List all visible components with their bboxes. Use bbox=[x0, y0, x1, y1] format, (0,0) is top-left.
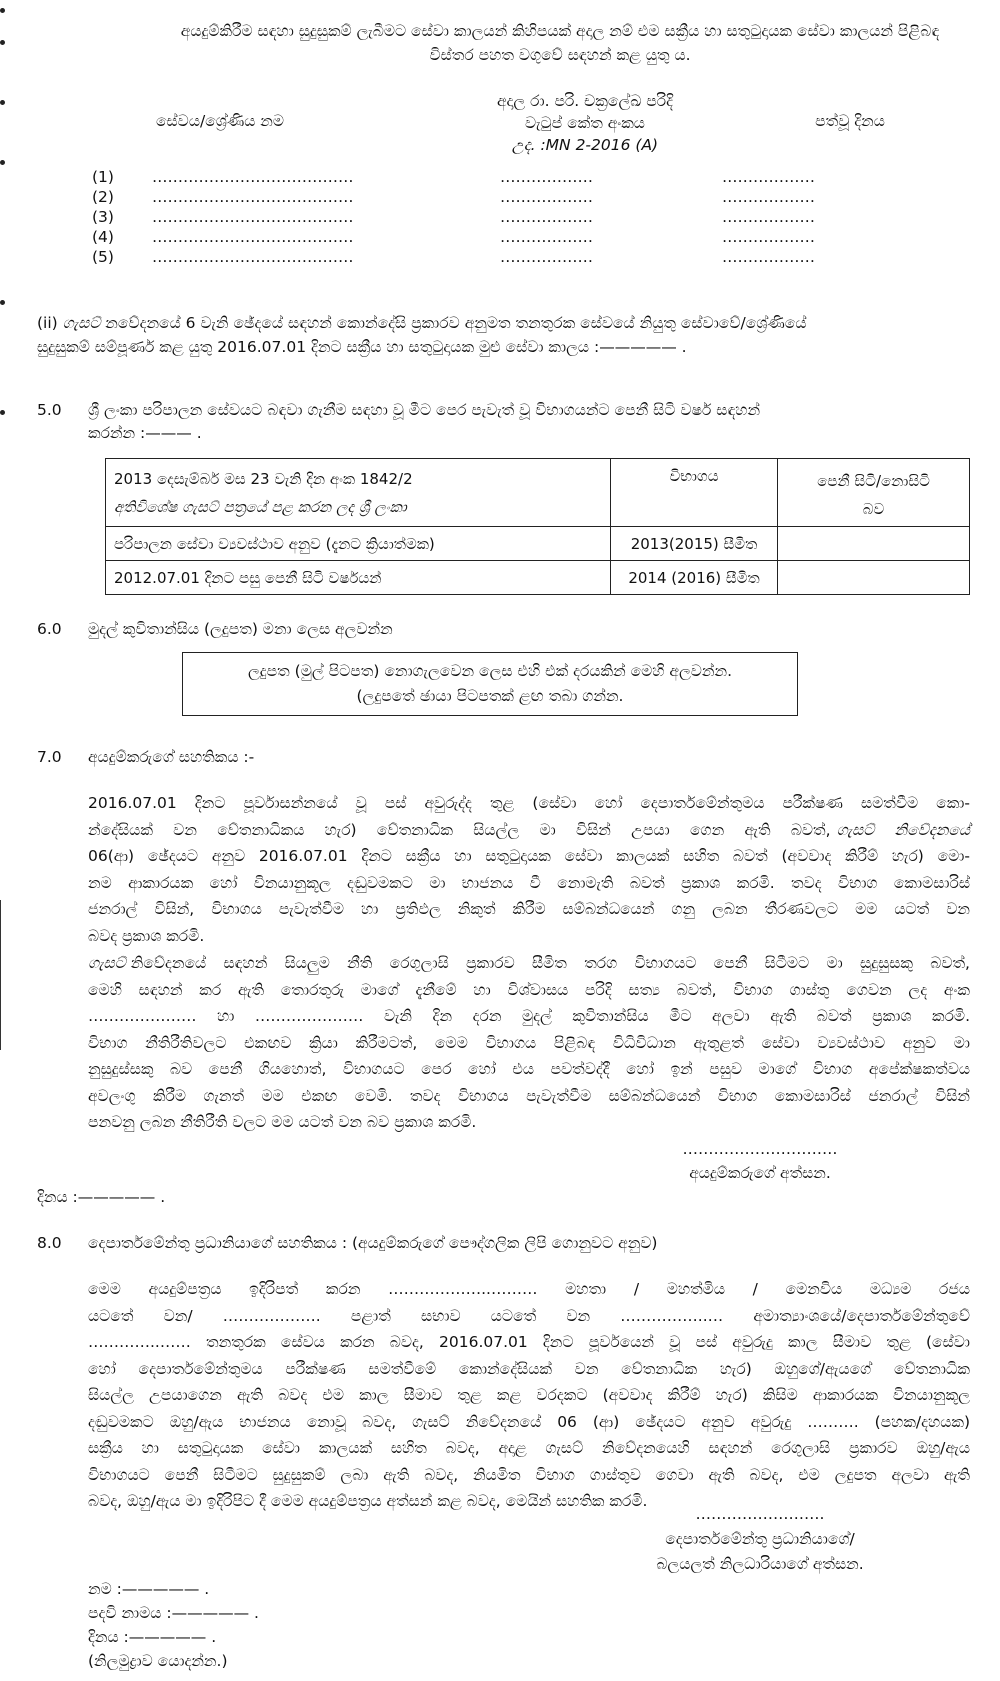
applicant-date-field[interactable]: දිනය :————— . bbox=[37, 1188, 166, 1206]
exam-row-2-exam: 2014 (2016) සීමිත bbox=[611, 561, 778, 595]
declaration-2-line: නුසුදුස්සකු බව පෙනී ගියහොත්, විභාගයට පෙර හෝ එය පවත්වද්දී හෝ ඉන් පසුව මාගේ විභාග අපේක්ෂකත්වය bbox=[88, 1060, 970, 1078]
exam-table-desc-top bbox=[106, 459, 611, 527]
official-seal-note: (නිලමුද්‍රාව යොදන්න.) bbox=[88, 1652, 228, 1670]
declaration-2-line: විභාග නීතිරීතිවලට එකඟව ක්‍රියා කිරීමටත්, මෙම විභාගය පිළිබඳ විධිවිධාන ඇතුළත් සේවා ව්‍යවස්ථාව අනුව මා bbox=[88, 1033, 970, 1052]
scan-edge-mark bbox=[0, 160, 5, 165]
col-code-header-2: වැටුප් කේත අංකය bbox=[525, 114, 645, 132]
salary-code-blank[interactable]: ……………… bbox=[500, 208, 593, 226]
applicant-declaration-para-2 bbox=[88, 950, 970, 1136]
section-5-line-2: කරන්න :——— . bbox=[88, 424, 202, 442]
certificate-line: දඬුවමකට ඔහු/ඇය භාජනය නොවූ බවද, ගැසට් නිවේදනයේ 06 (ආ) ඡේදයට අනුව අවුරුදු ………. (පහක/දහයක) bbox=[88, 1412, 970, 1431]
certificate-line: සක්‍රීය හා සතුටුදායක සේවා කාලයක් සහිත බවද, අදාළ ගැසට් නිවේදනයෙහි සඳහන් රෙගුලාසි ප්‍රකාරව ඔහු/ඇය bbox=[88, 1439, 970, 1457]
service-name-blank[interactable]: ………………………………… bbox=[152, 168, 354, 186]
declaration-1-line: බවද ප්‍රකාශ කරමි. bbox=[88, 926, 205, 945]
certificate-line: මෙම අයදුම්පත්‍රය ඉදිරිපත් කරන ………………..……… මහතා / මහත්මිය / මෙනවිය මධ්‍යම රජය bbox=[88, 1280, 970, 1298]
applicant-signature-label: අයදුම්කරුගේ අත්සන. bbox=[689, 1164, 831, 1182]
intro-line-1: අයදුම්කිරීම සඳහා සුදුසුකම් ලැබීමට සේවා කාලයන් කිහිපයක් අදාල නම් එම සක්‍රීය හා සතුටුදායක සේවා කාලයන් පිළිබඳ bbox=[180, 22, 940, 40]
salary-code-blank[interactable]: ……………… bbox=[500, 248, 593, 266]
exam-table-desc-line-1: 2013 දෙසැම්බර් මස 23 වැනි දින අංක 1842/2 bbox=[114, 470, 413, 488]
scan-edge-line bbox=[0, 900, 1, 1050]
certificate-line: විභාගයට පෙනී සිටීමට සුදුසුකම් ලබා ඇති බවද, නියමිත විභාග ගාස්තුව ගෙවා ඇති බවද, එම ලදුපත අලවා ඇති bbox=[88, 1465, 970, 1484]
declaration-1-line-text: න්දේසියක් වන වේතනාධිකය හැර) වේතනාධික සියල්ල මා විසින් උපයා ගෙන ඇති බවත්, bbox=[88, 820, 831, 839]
section-8-title: දෙපාර්තමේන්තු ප්‍රධානියාගේ සහතිකය : (අයදුම්කරුගේ පෞද්ගලික ලිපි ගොනුවට අනුව) bbox=[88, 1234, 658, 1252]
declaration-2-line: පනවනු ලබන නීතිරීති වලට මම යටත් වන බව ප්‍රකාශ කරමි. bbox=[88, 1113, 477, 1131]
gazette-notice-ref: ගැසට් නිවේදනයේ bbox=[836, 820, 970, 839]
declaration-1-line: 06(ආ) ඡේදයට අනුව 2016.07.01 දිනට සක්‍රීය හා සතුටුදායක සේවා කාලයක් සහිත බවත් (අවවාද කිරීම් හැර) මො- bbox=[88, 847, 970, 865]
section-ii-line-1 bbox=[37, 314, 806, 333]
section-5-number: 5.0 bbox=[37, 401, 62, 419]
declaration-2-line: අවලංගු කිරීම ගැනත් මම එකඟ වෙමි. තවද විභාගය පැවැත්වීම සම්බන්ධයෙන් විභාග කොමසාරිස් ජනරාල් විසින් bbox=[88, 1086, 970, 1105]
exam-table-desc-line-2: අතිවිශේෂ ගැසට් පත්‍රයේ පළ කරන ලද ශ්‍රී ලංකා bbox=[114, 498, 407, 516]
service-name-blank[interactable]: ………………………………… bbox=[152, 188, 354, 206]
exam-years-table bbox=[105, 458, 970, 595]
section-5-line-1: ශ්‍රී ලංකා පරිපාලන සේවයට බඳවා ගැනීම සඳහා වූ මීට පෙර පැවැත් වූ විභාගයන්ට පෙනී සිටි වර්ෂ සඳහන් bbox=[88, 401, 761, 419]
head-date-field[interactable]: දිනය :————— . bbox=[88, 1628, 217, 1646]
appointment-date-blank[interactable]: ……………… bbox=[722, 168, 815, 186]
exam-table-desc-line-3: පරිපාලන සේවා ව්‍යවස්ථාව අනුව (දැනට ක්‍රියාත්මක) bbox=[106, 527, 611, 561]
applicant-signature-line[interactable]: ………………………… bbox=[682, 1140, 838, 1158]
applicant-declaration-para-1 bbox=[88, 790, 970, 949]
salary-code-blank[interactable]: ……………… bbox=[500, 228, 593, 246]
section-7-number: 7.0 bbox=[37, 748, 62, 766]
exam-row-1-status[interactable] bbox=[778, 527, 970, 561]
section-6-number: 6.0 bbox=[37, 620, 62, 638]
status-header-line-1: පෙනී සිටි/නොසිටි bbox=[817, 472, 930, 490]
section-ii-line-2: සුදුසුකම් සම්පූර්ණ කළ යුතු 2016.07.01 දිනට සක්‍රීය හා සතුටුදායක මුළු සේවා කාලය :————— . bbox=[37, 338, 687, 356]
declaration-2-line: ………………… හා ………………… වැනි දින දරන මුදල් කුවිතාන්සිය මීට අලවා ඇති බවත් ප්‍රකාශ කරමි. bbox=[88, 1007, 970, 1025]
head-designation-field[interactable]: පදවි නාමය :————— . bbox=[88, 1604, 259, 1622]
certificate-line: …………..…… තනතුරක සේවය කරන බවද, 2016.07.01 දිනට පූර්වයෙන් වූ පස් අවුරුදු කාල සීමාව තුළ (සේවා bbox=[88, 1333, 970, 1351]
salary-code-blank[interactable]: ……………… bbox=[500, 168, 593, 186]
scan-edge-mark bbox=[0, 300, 5, 305]
service-row-number: (3) bbox=[92, 208, 114, 226]
status-header-line-2: බව bbox=[862, 500, 885, 518]
scan-edge-mark bbox=[0, 8, 5, 13]
service-name-blank[interactable]: ………………………………… bbox=[152, 208, 354, 226]
salary-code-blank[interactable]: ……………… bbox=[500, 188, 593, 206]
service-name-blank[interactable]: ………………………………… bbox=[152, 248, 354, 266]
certificate-line: යටතේ වන/ ………………. පළාත් සභාව යටතේ වන ……………..… අමාත්‍යාංශයේ/දෙපාර්තමේන්තුවේ bbox=[88, 1306, 970, 1325]
head-signature-label-2: බලයලත් නිලධාරියාගේ අත්සන. bbox=[656, 1555, 864, 1573]
appointment-date-blank[interactable]: ……………… bbox=[722, 188, 815, 206]
service-row-number: (1) bbox=[92, 168, 114, 186]
section-8-number: 8.0 bbox=[37, 1234, 62, 1252]
scan-edge-mark bbox=[0, 100, 5, 105]
section-7-title: අයදුම්කරුගේ සහතිකය :- bbox=[88, 748, 255, 766]
declaration-1-line: නම ආකාරයක හෝ විනයානුකූල දඬුවමකට මා භාජනය වී නොමැති බවත් ප්‍රකාශ කරමි. තවද විභාග කොමසාරිස් bbox=[88, 873, 970, 892]
exam-row-1-exam: 2013(2015) සීමිත bbox=[611, 527, 778, 561]
appointment-date-blank[interactable]: ……………… bbox=[722, 248, 815, 266]
declaration-1-line: ජනරාල් විසින්, විභාගය පැවැත්වීම හා ප්‍රතිඵල නිකුත් කිරීම සම්බන්ධයෙන් ගනු ලබන තීරණවලට මම යටත් වන bbox=[88, 900, 970, 918]
exam-table-desc-line-4: 2012.07.01 දිනට පසු පෙනී සිටි වර්ෂයන් bbox=[106, 561, 611, 595]
certificate-line: සියල්ල උපයාගෙන ඇති බවද එම කාල සීමාව තුළ කළ වරදකට (අවවාද කිරීම් හැර) කිසිම ආකාරයක විනයානුකූල bbox=[88, 1386, 970, 1404]
exam-row-2-status[interactable] bbox=[778, 561, 970, 595]
appointment-date-blank[interactable]: ……………… bbox=[722, 228, 815, 246]
declaration-1-line bbox=[88, 817, 970, 844]
scan-edge-mark bbox=[0, 40, 5, 45]
section-6-title: මුදල් කුවිතාන්සිය (ලදුපත) මනා ලෙස අලවන්න bbox=[88, 620, 393, 638]
head-name-field[interactable]: නම :————— . bbox=[88, 1580, 210, 1598]
section-ii-gazette: ගැසට් bbox=[62, 314, 101, 332]
service-row-number: (5) bbox=[92, 248, 114, 266]
col-code-example: උද. :MN 2-2016 (A) bbox=[511, 136, 659, 154]
col-date-header: පත්වූ දිනය bbox=[815, 112, 885, 130]
receipt-box-line-2: (ලදුපතේ ඡායා පිටපතක් ළඟ තබා ගන්න. bbox=[356, 687, 624, 705]
gazette-word: ගැසට් bbox=[88, 954, 126, 972]
service-name-blank[interactable]: ………………………………… bbox=[152, 228, 354, 246]
receipt-box-line-1: ලදුපත (මුල් පිටපත) නොගැලවෙන ලෙස එහි එක් දරයකින් මෙහි අලවන්න. bbox=[247, 662, 733, 680]
appointment-date-blank[interactable]: ……………… bbox=[722, 208, 815, 226]
certificate-line: හෝ දෙපාර්තමේන්තුමය පරීක්ෂණ සමත්වීමේ කොන්දේසියක් වන වේතනාධික හැර) ඔහුගේ/ඇයගේ වේතනාධික bbox=[88, 1359, 970, 1378]
scan-edge-mark bbox=[0, 410, 5, 415]
col-code-header-1: අදාල රා. පරි. චක්‍රලේඛ පරිදි bbox=[496, 92, 674, 110]
declaration-2-line bbox=[88, 950, 970, 977]
declaration-2-line-text: නිවේදනයේ සඳහන් සියලුම නීති රෙගුලාසි ප්‍රකාරව සීමිත තරග විභාගයට පෙනී සිටීමට මා සුදුසුසකු බවත්, bbox=[130, 954, 970, 972]
exam-table-status-header bbox=[778, 459, 970, 527]
exam-table-exam-header: විභාගය bbox=[611, 459, 778, 527]
section-ii-text: නවේදනයේ 6 වැනි ඡේදයේ සඳහන් කොන්දේසි ප්‍රකාරව අනුමත තනතුරක සේවයේ නියුතු සේවාවේ/ශ්‍රේණියේ bbox=[105, 314, 807, 332]
head-signature-label-1: දෙපාර්තමේන්තු ප්‍රධානියාගේ/ bbox=[665, 1530, 855, 1548]
declaration-1-line: 2016.07.01 දිනට පූර්වාසන්නයේ වූ පස් අවුරුද්ද තුළ (සේවා හෝ දෙපාර්තමේන්තුමය පරීක්ෂණ සමත්වීම කො- bbox=[88, 794, 970, 812]
declaration-2-line: මෙහි සඳහන් කර ඇති තොරතුරු මාගේ දැනීමේ හා විශ්වාසය පරිදි සත්‍ය බවත්, විභාග ගාස්තු ගෙවන ලද අංක bbox=[88, 980, 970, 999]
certificate-line: බවද, ඔහු/ඇය මා ඉදිරිපිට දී මෙම අයදුම්පත්‍රය අත්සන් කළ බවද, මෙයින් සහතික කරමි. bbox=[88, 1492, 648, 1510]
service-row-number: (2) bbox=[92, 188, 114, 206]
section-ii-number: (ii) bbox=[37, 314, 58, 332]
receipt-paste-box[interactable] bbox=[182, 652, 798, 716]
service-row-number: (4) bbox=[92, 228, 114, 246]
head-of-dept-certificate bbox=[88, 1276, 970, 1515]
intro-line-2: විස්තර පහත වගුවේ සඳහන් කළ යුතු ය. bbox=[429, 46, 691, 64]
col-service-name-header: සේවය/ශ්‍රේණිය නම bbox=[155, 112, 285, 130]
head-signature-line[interactable]: ……………………. bbox=[695, 1505, 825, 1523]
